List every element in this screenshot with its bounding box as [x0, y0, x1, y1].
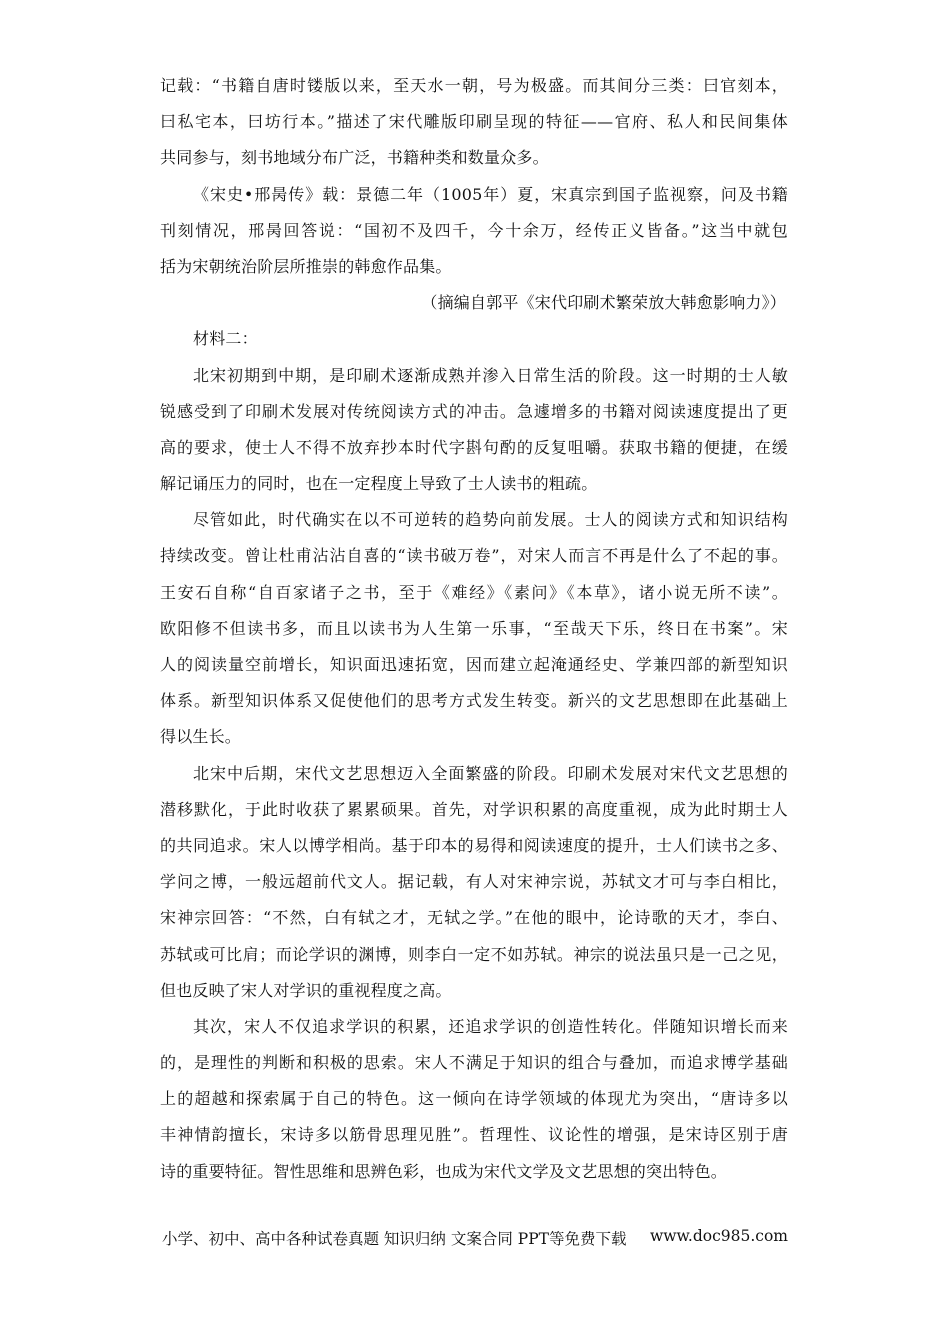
text-line: 学问之博，一般远超前代文人。据记载，有人对宋神宗说，苏轼文才可与李白相比， [160, 872, 788, 892]
text-line: 记载：“书籍自唐时镂版以来，至天水一朝，号为极盛。而其间分三类：曰官刻本， [160, 76, 788, 95]
text-line: 持续改变。曾让杜甫沾沾自喜的“读书破万卷”，对宋人而言不再是什么了不起的事。 [160, 546, 788, 566]
citation-line: （摘编自郭平《宋代印刷术繁荣放大韩愈影响力》） [421, 293, 786, 313]
text-line: 共同参与，刻书地域分布广泛，书籍种类和数量众多。 [160, 148, 549, 168]
text-line: 得以生长。 [160, 727, 242, 747]
text-line: 人的阅读量空前增长，知识面迅速拓宽，因而建立起淹通经史、学兼四部的新型知识 [160, 655, 788, 674]
document-body [160, 68, 788, 1190]
text-line: 刊刻情况，邢昺回答说：“国初不及四千，今十余万，经传正义皆备。”这当中就包 [160, 220, 788, 240]
text-line: 宋神宗回答：“不然，白有轼之才，无轼之学。”在他的眼中，论诗歌的天才，李白、 [160, 908, 788, 928]
text-line: 解记诵压力的同时，也在一定程度上导致了士人读书的粗疏。 [160, 474, 598, 494]
text-line: 北宋中后期，宋代文艺思想迈入全面繁盛的阶段。印刷术发展对宋代文艺思想的 [193, 763, 788, 783]
paragraph [160, 756, 788, 1009]
text-line: 《宋史•邢昺传》载：景德二年（1005年）夏，宋真宗到国子监视察，问及书籍 [193, 184, 788, 204]
text-line: 体系。新型知识体系又促使他们的思考方式发生转变。新兴的文艺思想即在此基础上 [160, 691, 788, 711]
text-line: 苏轼或可比肩；而论学识的渊博，则李白一定不如苏轼。神宗的说法虽只是一己之见， [160, 944, 788, 964]
text-line: 高的要求，使士人不得不放弃抄本时代字斟句酌的反复咀嚼。获取书籍的便捷，在缓 [160, 437, 788, 457]
footer-url-link[interactable]: www.doc985.com [649, 1227, 788, 1245]
text-line: 丰神情韵擅长，宋诗多以筋骨思理见胜”。哲理性、议论性的增强，是宋诗区别于唐 [160, 1125, 788, 1145]
page-footer [162, 1227, 790, 1249]
paragraph [160, 358, 788, 503]
footer-text: 小学、初中、高中各种试卷真题 知识归纳 文案合同 PPT等免费下载 [162, 1230, 627, 1248]
text-line: 王安石自称“自百家诸子之书，至于《难经》《素问》《本草》，诸小说无所不读”。 [160, 582, 788, 602]
heading-line: 材料二： [193, 329, 258, 349]
source-citation [160, 285, 788, 321]
text-line: 括为宋朝统治阶层所推崇的韩愈作品集。 [160, 256, 452, 276]
text-line: 的共同追求。宋人以博学相尚。基于印本的易得和阅读速度的提升，士人们读书之多、 [160, 835, 788, 855]
section-heading [160, 321, 788, 357]
paragraph [160, 1009, 788, 1190]
text-line: 诗的重要特征。智性思维和思辨色彩，也成为宋代文学及文艺思想的突出特色。 [160, 1161, 728, 1181]
text-line: 的，是理性的判断和积极的思索。宋人不满足于知识的组合与叠加，而追求博学基础 [160, 1053, 788, 1073]
text-line: 曰私宅本，曰坊行本。”描述了宋代雕版印刷呈现的特征——官府、私人和民间集体 [160, 112, 788, 132]
paragraph [160, 177, 788, 286]
text-line: 北宋初期到中期，是印刷术逐渐成熟并渗入日常生活的阶段。这一时期的士人敏 [193, 365, 788, 385]
text-line: 上的超越和探索属于自己的特色。这一倾向在诗学领域的体现尤为突出，“唐诗多以 [160, 1089, 788, 1109]
text-line: 锐感受到了印刷术发展对传统阅读方式的冲击。急遽增多的书籍对阅读速度提出了更 [160, 401, 788, 421]
text-line: 其次，宋人不仅追求学识的积累，还追求学识的创造性转化。伴随知识增长而来 [193, 1016, 788, 1036]
text-line: 欧阳修不但读书多，而且以读书为人生第一乐事，“至哉天下乐，终日在书案”。宋 [160, 618, 788, 638]
paragraph [160, 502, 788, 755]
text-line: 潜移默化，于此时收获了累累硕果。首先，对学识积累的高度重视，成为此时期士人 [160, 799, 788, 819]
text-line: 但也反映了宋人对学识的重视程度之高。 [160, 980, 452, 1000]
paragraph [160, 68, 788, 177]
text-line: 尽管如此，时代确实在以不可逆转的趋势向前发展。士人的阅读方式和知识结构 [193, 510, 788, 530]
